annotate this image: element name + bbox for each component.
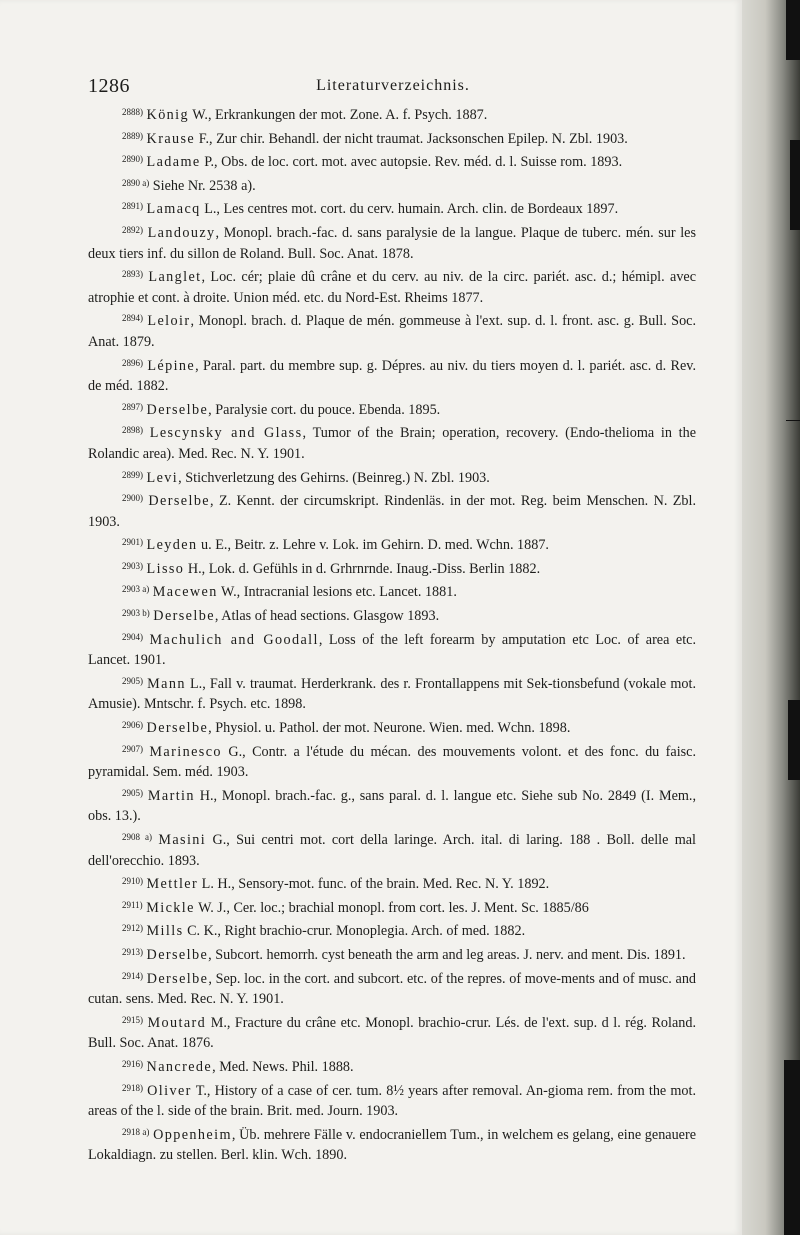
reference-text: , Loc. cér; plaie dû crâne et du cerv. au niv. de la circ. pariét. asc. d.; hémipl. avec atrophie et cont. à droite. Union méd. etc. du Nord-Est. Rheims 1877. xyxy=(88,269,697,306)
reference-text: C. K., Right brachio-crur. Monoplegia. Arch. of med. 1882. xyxy=(183,923,526,940)
reference-entry xyxy=(88,942,696,966)
page-edge-shadow xyxy=(790,140,800,230)
reference-entry xyxy=(88,220,696,264)
reference-author: Marinesco xyxy=(149,743,222,760)
adjacent-page-edge xyxy=(742,0,800,1235)
reference-author: König xyxy=(146,107,190,123)
reference-author: Mann xyxy=(147,675,186,692)
reference-number: 2907) xyxy=(122,743,143,754)
reference-text: P., Obs. de loc. cort. mot. avec autopsie. Rev. méd. d. l. Suisse rom. 1893. xyxy=(200,154,623,171)
page-header xyxy=(88,75,698,97)
reference-number: 2893) xyxy=(122,269,143,280)
reference-text: F., Zur chir. Behandl. der nicht traumat. Jacksonschen Epilep. N. Zbl. 1903. xyxy=(195,130,628,147)
reference-number: 2900) xyxy=(122,493,143,504)
reference-text: H., Monopl. brach.-fac. g., sans paral. d. l. langue etc. Siehe sub No. 2849 (I. Mem., obs. 13.). xyxy=(88,787,697,825)
reference-text: , Physiol. u. Pathol. der mot. Neurone. Wien. med. Wchn. 1898. xyxy=(208,720,571,737)
reference-number: 2896) xyxy=(122,357,143,368)
reference-text: , Monopl. brach.-fac. d. sans paralysie de la langue. Plaque de tuberc. mén. sur les deux tiers inf. du sillon de Roland. Bull. Soc. Anat. 1878. xyxy=(88,224,696,262)
reference-entry xyxy=(88,827,696,871)
reference-number: 2911) xyxy=(122,899,143,910)
reference-entry xyxy=(88,1078,696,1122)
reference-text: , Paral. part. du membre sup. g. Dépres. au niv. du tiers moyen d. l. pariét. asc. d. Rev. de méd. 1882. xyxy=(88,357,696,395)
reference-author: Machulich and Goodall xyxy=(149,631,319,648)
reference-text: , Paralysie cort. du pouce. Ebenda. 1895. xyxy=(208,401,441,418)
reference-entry xyxy=(88,1122,696,1166)
reference-text: , Sep. loc. in the cort. and subcort. etc. of the repres. of move-ments and of musc. and cutan. sens. Med. Rec. N. Y. 1901. xyxy=(88,970,697,1008)
reference-entry xyxy=(88,126,696,150)
reference-text: M., Fracture du crâne etc. Monopl. brachio-crur. Lés. de l'ext. sup. d l. rég. Roland. Bull. Soc. Anat. 1876. xyxy=(88,1014,696,1052)
reference-author: Oliver xyxy=(147,1082,192,1099)
reference-author: Mettler xyxy=(146,876,199,893)
reference-entry xyxy=(88,918,696,942)
reference-number: 2918 a) xyxy=(122,1126,150,1137)
reference-author: Lescynsky and Glass xyxy=(149,425,303,442)
reference-author: Mills xyxy=(146,923,184,940)
reference-author: Leloir xyxy=(147,313,191,330)
reference-number: 2901) xyxy=(122,537,143,548)
reference-text: W., Intracranial lesions etc. Lancet. 1881. xyxy=(217,584,457,601)
page-number: 1286 xyxy=(88,75,130,97)
reference-number: 2915) xyxy=(122,1014,143,1025)
reference-entry xyxy=(88,353,696,397)
reference-entry xyxy=(88,579,696,603)
reference-author: Derselbe xyxy=(146,946,209,963)
reference-text: , Atlas of head sections. Glasgow 1893. xyxy=(214,608,440,625)
page-edge-shadow xyxy=(784,1060,800,1235)
reference-text: u. E., Beitr. z. Lehre v. Lok. im Gehirn. D. med. Wchn. 1887. xyxy=(197,537,549,554)
reference-text: G., Contr. a l'étude du mécan. des mouvements volont. et des fonc. du faisc. pyramidal. Sem. méd. 1903. xyxy=(88,743,697,781)
reference-number: 2905) xyxy=(122,787,143,798)
reference-text: G., Sui centri mot. cort della laringe. Arch. ital. di laring. 188 . Boll. delle mal dell'orecchio. 1893. xyxy=(88,832,697,869)
reference-text: , Z. Kennt. der circumskript. Rindenläs. in der mot. Reg. beim Menschen. N. Zbl. 1903. xyxy=(88,493,697,530)
reference-text: , Tumor of the Brain; operation, recovery. (Endo-thelioma in the Rolandic area). Med. Rec. N. Y. 1901. xyxy=(88,425,697,462)
reference-entry xyxy=(88,397,696,421)
reference-entry xyxy=(88,671,696,715)
reference-author: Derselbe xyxy=(146,401,209,418)
reference-text: Siehe Nr. 2538 a). xyxy=(152,177,256,194)
reference-entry xyxy=(88,420,696,464)
reference-entry xyxy=(88,465,696,489)
reference-text: , Monopl. brach. d. Plaque de mén. gommeuse à l'ext. sup. d. l. front. asc. g. Bull. Soc. Anat. 1879. xyxy=(88,313,697,350)
page-edge-shadow xyxy=(788,700,800,780)
reference-number: 2913) xyxy=(122,946,143,957)
reference-author: Derselbe xyxy=(146,720,209,737)
reference-entry xyxy=(88,532,696,556)
page-edge-shadow xyxy=(786,0,800,60)
reference-text: T., History of a case of cer. tum. 8½ years after removal. An-gioma rem. from the mot. areas of the l. side of the brain. Brit. med. Journ. 1903. xyxy=(88,1082,696,1120)
reference-number: 2903 a) xyxy=(122,584,150,595)
reference-number: 2903) xyxy=(122,560,143,571)
reference-entry xyxy=(88,173,696,197)
running-title: Literaturverzeichnis. xyxy=(316,77,470,94)
reference-number: 2897) xyxy=(122,401,143,412)
reference-text: L. H., Sensory-mot. func. of the brain. Med. Rec. N. Y. 1892. xyxy=(198,876,550,893)
reference-text: W. J., Cer. loc.; brachial monopl. from cort. les. J. Ment. Sc. 1885/86 xyxy=(194,899,589,916)
reference-author: Lépine xyxy=(147,357,196,374)
reference-entry xyxy=(88,603,696,627)
reference-entry xyxy=(88,715,696,739)
reference-author: Leyden xyxy=(146,537,198,554)
reference-author: Landouzy xyxy=(147,224,216,241)
reference-number: 2890) xyxy=(122,154,143,165)
reference-text: , Stichverletzung des Gehirns. (Beinreg.) N. Zbl. 1903. xyxy=(178,469,490,486)
reference-entry xyxy=(88,783,696,827)
reference-author: Derselbe xyxy=(146,970,209,987)
reference-author: Moutard xyxy=(147,1014,207,1031)
reference-number: 2899) xyxy=(122,469,143,480)
reference-entry xyxy=(88,308,696,352)
reference-text: , Loss of the left forearm by amputation etc Loc. of area etc. Lancet. 1901. xyxy=(88,631,697,669)
reference-text: H., Lok. d. Gefühls in d. Grhrnrnde. Inaug.-Diss. Berlin 1882. xyxy=(184,560,541,577)
reference-author: Nancrede xyxy=(146,1058,213,1075)
reference-number: 2894) xyxy=(122,313,143,324)
reference-number: 2910) xyxy=(122,876,143,887)
reference-author: Derselbe xyxy=(148,493,211,510)
reference-text: W., Erkrankungen der mot. Zone. A. f. Psych. 1887. xyxy=(189,107,488,123)
reference-entry xyxy=(88,871,696,895)
reference-author: Derselbe xyxy=(153,608,215,625)
reference-author: Krause xyxy=(146,130,196,147)
reference-number: 2892) xyxy=(122,224,143,235)
reference-author: Macewen xyxy=(152,584,218,601)
reference-entry xyxy=(88,488,696,532)
reference-author: Martin xyxy=(147,787,195,804)
reference-entry xyxy=(88,1054,696,1078)
reference-text: L., Fall v. traumat. Herderkrank. des r. Frontallappens mit Sek-tionsbefund (vokale mot. Amusie). Mntschr. f. Psych. etc. 1898. xyxy=(88,675,696,713)
reference-author: Ladame xyxy=(146,154,201,171)
reference-entry xyxy=(88,196,696,220)
reference-author: Lamacq xyxy=(146,201,201,218)
reference-number: 2904) xyxy=(122,631,143,642)
reference-text: , Med. News. Phil. 1888. xyxy=(212,1058,354,1075)
reference-number: 2906) xyxy=(122,720,143,731)
reference-number: 2889) xyxy=(122,130,143,141)
reference-number: 2908 a) xyxy=(122,832,153,842)
reference-entry xyxy=(88,149,696,173)
reference-list xyxy=(88,102,696,1166)
reference-author: Masini xyxy=(158,832,207,848)
reference-number: 2890 a) xyxy=(122,177,150,188)
reference-entry xyxy=(88,966,696,1010)
reference-author: Langlet xyxy=(148,269,202,286)
reference-text: , Subcort. hemorrh. cyst beneath the arm and leg areas. J. nerv. and ment. Dis. 1891. xyxy=(208,946,686,963)
reference-number: 2918) xyxy=(122,1082,143,1093)
reference-number: 2905) xyxy=(122,675,143,686)
reference-entry xyxy=(88,1010,696,1054)
reference-author: Lisso xyxy=(146,560,185,577)
page-edge-shadow xyxy=(786,420,800,421)
reference-entry xyxy=(88,627,696,671)
reference-text: , Üb. mehrere Fälle v. endocraniellem Tum., in welchem es gelang, eine genauere Lokaldiagn. zu stellen. Berl. klin. Wch. 1890. xyxy=(88,1126,696,1164)
reference-author: Mickle xyxy=(146,899,195,916)
reference-entry xyxy=(88,739,696,783)
reference-number: 2912) xyxy=(122,923,143,934)
reference-entry xyxy=(88,264,696,308)
reference-number: 2903 b) xyxy=(122,608,150,619)
reference-author: Levi xyxy=(146,469,179,486)
reference-number: 2914) xyxy=(122,970,143,981)
reference-entry xyxy=(88,556,696,580)
reference-entry xyxy=(88,102,696,126)
reference-number: 2916) xyxy=(122,1058,143,1069)
reference-entry xyxy=(88,895,696,919)
reference-number: 2898) xyxy=(122,425,143,436)
reference-number: 2891) xyxy=(122,201,143,212)
reference-number: 2888) xyxy=(122,107,143,117)
reference-author: Oppenheim xyxy=(153,1126,232,1143)
reference-text: L., Les centres mot. cort. du cerv. humain. Arch. clin. de Bordeaux 1897. xyxy=(200,201,619,218)
